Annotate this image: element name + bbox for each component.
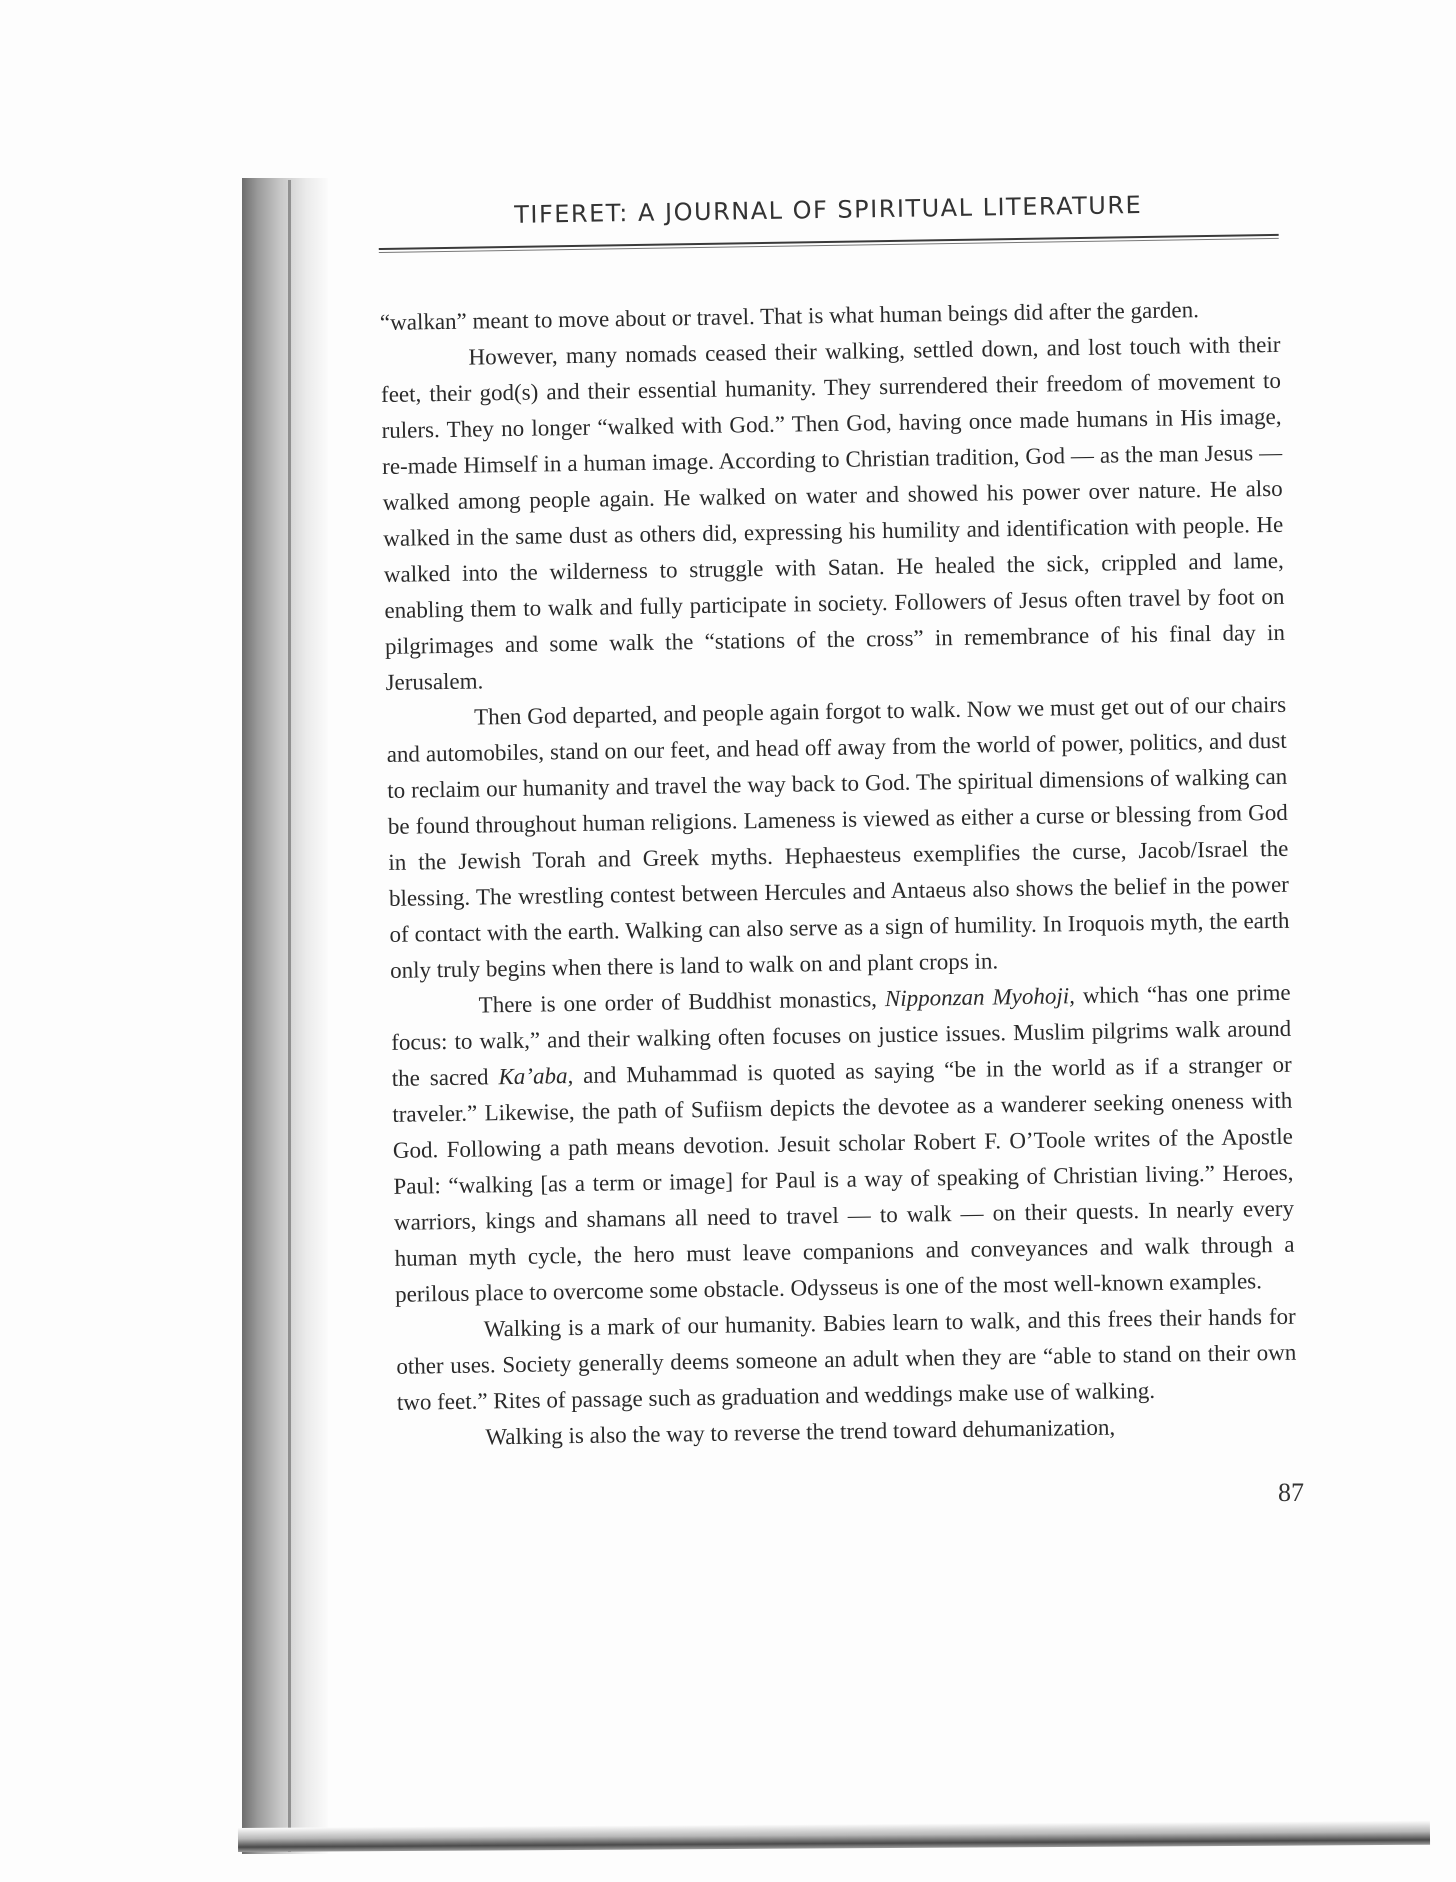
binding-edge-line xyxy=(288,180,291,1852)
paragraph-1: “walkan” meant to move about or travel. That is what human beings did after the garden. xyxy=(379,297,1200,335)
italic-term-nipponzan: Nipponzan Myohoji, xyxy=(884,983,1076,1012)
paragraph-4-text-c: and Muhammad is quoted as saying “be in the world as if a stranger or traveler.” Likewise, the path of Sufiism depicts the devotee as a wanderer seeking oneness with God. Following a path means devotion. Jesuit scholar Robert F. O’Toole writes of the Apostle Paul: “walking [as a term or image] for Paul is a way of speaking of Christian living.” Heroes, warriors, kings and shamans all need to travel — to walk — on their quests. In nearly every human myth cycle, the hero must leave companions and conveyances and walk through a perilous place to overcome some obstacle. Odysseus is one of the most well-known examples. xyxy=(392,1051,1295,1307)
page-number: 87 xyxy=(1278,1478,1304,1507)
running-head: TIFERET: A JOURNAL OF SPIRITUAL LITERATURE xyxy=(514,190,1143,229)
header-rule xyxy=(379,234,1279,253)
paragraph-2: However, many nomads ceased their walking, settled down, and lost touch with their feet, their god(s) and their essential humanity. They surrendered their freedom of movement to rulers. They no longer “walked with God.” Then God, having once made humans in His image, re-made Himself in a human image. According to Christian tradition, God — as the man Jesus — walked among people again. He walked on water and showed his power over nature. He also walked in the same dust as others did, expressing his humility and identification with people. He walked into the wilderness to struggle with Satan. He healed the sick, crippled and lame, enabling them to walk and fully participate in society. Followers of Jesus often travel by foot on pilgrimages and some walk the “stations of the cross” in remembrance of his final day in Jerusalem. xyxy=(380,331,1286,695)
binding-gutter-shadow xyxy=(242,178,328,1854)
body-text xyxy=(380,291,1298,1457)
paragraph-5: Walking is a mark of our humanity. Babies learn to walk, and this frees their hands for other uses. Society generally deems someone an adult when they are “able to stand on their own two feet.” Rites of passage such as graduation and weddings make use of walking. xyxy=(396,1303,1297,1415)
paragraph-6: Walking is also the way to reverse the trend toward dehumanization, xyxy=(485,1414,1116,1450)
paragraph-3: Then God departed, and people again forgot to walk. Now we must get out of our chairs and automobiles, stand on our feet, and head off away from the world of power, politics, and dust to reclaim our humanity and travel the way back to God. The spiritual dimensions of walking can be found throughout human religions. Lameness is viewed as either a curse or blessing from God in the Jewish Torah and Greek myths. Hephaesteus exemplifies the curse, Jacob/Israel the blessing. The wrestling contest between Hercules and Antaeus also shows the belief in the power of contact with the earth. Walking can also serve as a sign of humility. In Iroquois myth, the earth only truly begins when there is land to walk on and plant crops in. xyxy=(386,691,1290,983)
page-bottom-shadow xyxy=(238,1821,1430,1852)
paragraph-4-text-b: which “has one prime focus: to walk,” and their walking often focuses on justice issues. Muslim pilgrims walk around the sacred xyxy=(391,979,1292,1091)
page-content xyxy=(378,186,1298,1457)
paragraph-4 xyxy=(390,975,1295,1313)
paragraph-4-text-a: There is one order of Buddhist monastics, xyxy=(478,986,886,1018)
italic-term-kaaba: Ka’aba, xyxy=(498,1063,574,1090)
